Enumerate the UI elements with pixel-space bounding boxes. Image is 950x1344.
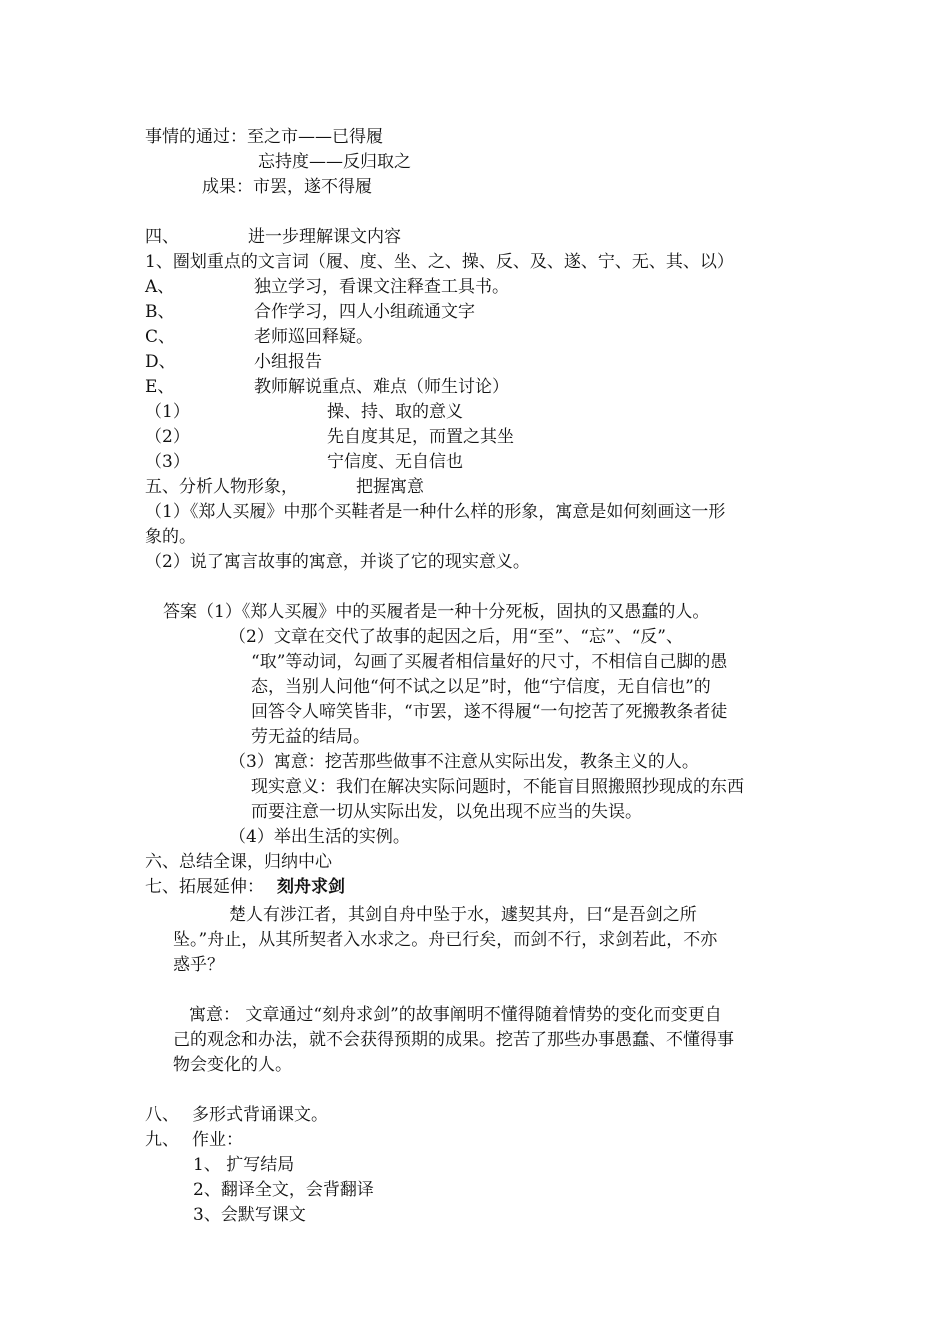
moral-line-3: 物会变化的人。 (173, 1055, 292, 1075)
section-5-heading: 五、分析人物形象， (145, 477, 298, 497)
homework-task: 3、会默写课文 (193, 1205, 306, 1225)
passage-line-2: 忘持度——反归取之 (258, 152, 411, 172)
step-label: D、 (145, 352, 176, 372)
point-label: （3） (145, 452, 190, 472)
moral-line-1: 寓意： 文章通过“刻舟求剑”的故事阐明不懂得随着情势的变化而变更自 (189, 1005, 722, 1025)
moral-line-2: 己的观念和办法，就不会获得预期的成果。挖苦了那些办事愚蠢、不懂得事 (173, 1030, 734, 1050)
section-8-number: 八、 (145, 1105, 179, 1125)
section-8-text: 多形式背诵课文。 (192, 1105, 328, 1125)
step-label: C、 (145, 327, 176, 347)
point-label: （2） (145, 427, 190, 447)
section-4-number: 四、 (145, 227, 179, 247)
answer-1: 答案（1）《郑人买履》中的买履者是一种十分死板，固执的又愚蠢的人。 (163, 602, 710, 622)
homework-task: 1、 扩写结局 (193, 1155, 295, 1175)
answer-2-line-2: “取”等动词，勾画了买履者相信量好的尺寸，不相信自己脚的愚 (251, 652, 728, 672)
passage-line-1: 事情的通过：至之市——已得履 (145, 127, 383, 147)
step-text: 合作学习，四人小组疏通文字 (254, 302, 475, 322)
answer-2-line-3: 态，当别人问他“何不试之以足”时，他“宁信度，无自信也”的 (251, 677, 711, 697)
real-meaning-line-2: 而要注意一切从实际出发，以免出现不应当的失误。 (251, 802, 642, 822)
section-4-heading: 进一步理解课文内容 (248, 227, 401, 247)
question-1-line-2: 象的。 (145, 527, 196, 547)
answer-2-line-4: 回答令人啼笑皆非，“市罢，遂不得履“一句挖苦了死搬教条者徒 (251, 702, 728, 722)
step-label: B、 (145, 302, 175, 322)
section-7-heading: 七、拓展延伸： (145, 877, 264, 897)
answer-2-line-1: （2）文章在交代了故事的起因之后，用“至”、“忘”、“反”、 (229, 627, 683, 647)
answer-4: （4）举出生活的实例。 (229, 827, 410, 847)
question-1-line-1: （1）《郑人买履》中那个买鞋者是一种什么样的形象，寓意是如何刻画这一形 (145, 502, 726, 522)
step-label: A、 (145, 277, 175, 297)
section-4-item-1: 1、圈划重点的文言词（履、度、坐、之、操、反、及、遂、宁、无、其、以） (145, 252, 734, 272)
answer-3: （3）寓意：挖苦那些做事不注意从实际出发，教条主义的人。 (229, 752, 699, 772)
step-text: 老师巡回释疑。 (254, 327, 373, 347)
story-line-2: 坠。”舟止，从其所契者入水求之。舟已行矣，而剑不行，求剑若此，不亦 (173, 930, 718, 950)
point-text: 宁信度、无自信也 (327, 452, 463, 472)
section-9-text: 作业： (192, 1130, 243, 1150)
point-text: 操、持、取的意义 (327, 402, 463, 422)
point-text: 先自度其足，而置之其坐 (327, 427, 514, 447)
section-5-heading-suffix: 把握寓意 (356, 477, 424, 497)
step-text: 独立学习，看课文注释查工具书。 (254, 277, 509, 297)
passage-line-3: 成果：市罢，遂不得履 (202, 177, 372, 197)
story-line-1: 楚人有涉江者，其剑自舟中坠于水，遽契其舟，曰“是吾剑之所 (229, 905, 697, 925)
homework-task: 2、翻译全文，会背翻译 (193, 1180, 374, 1200)
question-2: （2）说了寓言故事的寓意，并谈了它的现实意义。 (145, 552, 530, 572)
answer-2-line-5: 劳无益的结局。 (251, 727, 370, 747)
step-label: E、 (145, 377, 175, 397)
step-text: 小组报告 (254, 352, 322, 372)
section-6-heading: 六、总结全课，归纳中心 (145, 852, 332, 872)
section-7-title: 刻舟求剑 (277, 877, 345, 897)
section-9-number: 九、 (145, 1130, 179, 1150)
story-line-3: 惑乎？ (173, 955, 224, 975)
real-meaning-line-1: 现实意义：我们在解决实际问题时，不能盲目照搬照抄现成的东西 (251, 777, 744, 797)
point-label: （1） (145, 402, 190, 422)
step-text: 教师解说重点、难点（师生讨论） (254, 377, 509, 397)
